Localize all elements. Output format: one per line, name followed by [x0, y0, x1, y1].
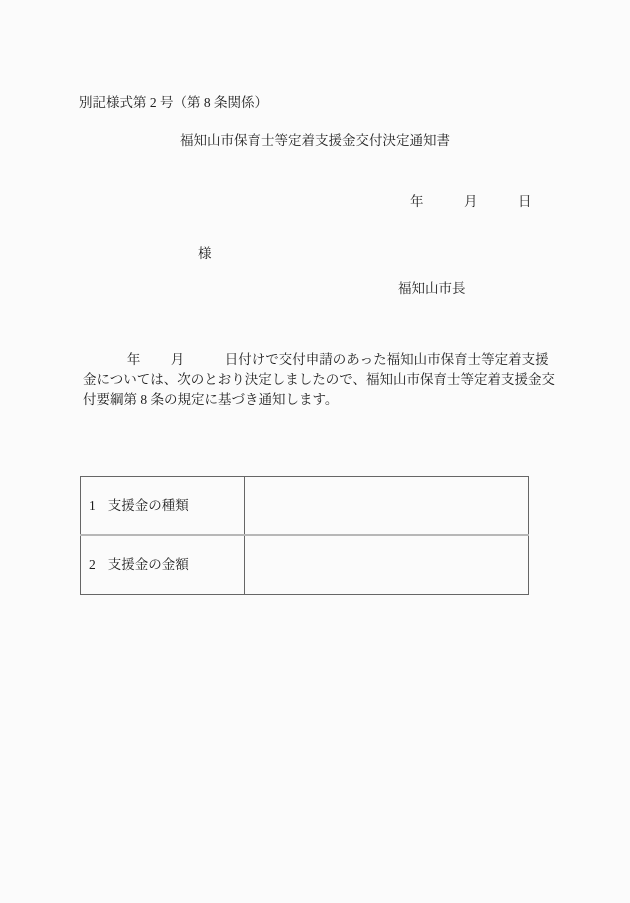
sender-title: 福知山市長 [398, 281, 466, 296]
row-number: 2 [89, 557, 96, 573]
row-value-cell [245, 477, 529, 536]
issue-date-blank-line: 年 月 日 [410, 194, 532, 209]
row-value-cell [245, 535, 529, 595]
form-number-label: 別記様式第 2 号（第 8 条関係） [79, 95, 268, 110]
body-paragraph [83, 350, 563, 410]
row-label: 支援金の種類 [107, 497, 189, 513]
row-label-cell [81, 477, 245, 536]
row-number: 1 [89, 497, 96, 513]
row-label-cell [81, 535, 245, 595]
document-title: 福知山市保育士等定着支援金交付決定通知書 [180, 133, 450, 148]
grant-details-table [80, 476, 529, 595]
body-line-1: 年 月 日付けで交付申請のあった福知山市保育士等定着支援 [83, 352, 549, 367]
table-row-type [81, 477, 529, 536]
row-label: 支援金の金額 [107, 557, 189, 573]
body-line-2: 金については、次のとおり決定しましたので、福知山市保育士等定着支援金交 [83, 372, 555, 387]
addressee-honorific: 様 [198, 246, 212, 261]
body-line-3: 付要綱第 8 条の規定に基づき通知します。 [83, 392, 339, 407]
table-row-amount [81, 535, 529, 595]
